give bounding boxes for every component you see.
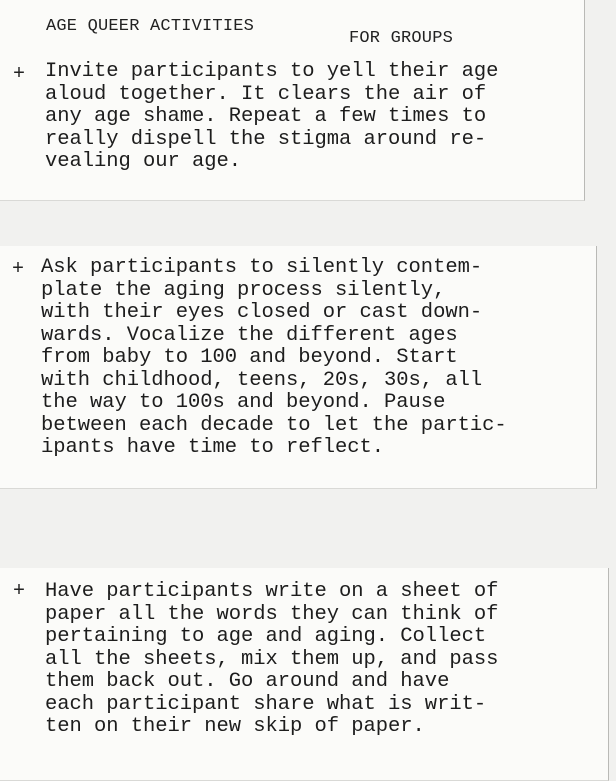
activity-item-2: Ask participants to silently contem- plate the aging process silently, with their eyes closed or cast down- wards. Vocalize the different ages from baby to 100 and beyond. Start with childhood, teens, 20s, 30s, all the way to 100s and beyond. Pause between each decade to let the partic- ipants have time to reflect. xyxy=(41,256,507,459)
activity-item-1: Invite participants to yell their age aloud together. It clears the air of any age shame. Repeat a few times to really dispell the stigma around re- vealing our age. xyxy=(45,60,499,173)
bullet-plus-3: + xyxy=(13,580,26,603)
activity-item-3: Have participants write on a sheet of paper all the words they can think of pertaining to age and aging. Collect all the sheets, mix them up, and pass them back out. Go around and have each participant share what is writ- ten on their new skip of paper. xyxy=(45,580,499,738)
page-title: AGE QUEER ACTIVITIES xyxy=(46,17,255,36)
bullet-plus-2: + xyxy=(12,258,25,281)
page-subtitle: FOR GROUPS xyxy=(349,29,454,48)
bullet-plus-1: + xyxy=(13,63,26,86)
